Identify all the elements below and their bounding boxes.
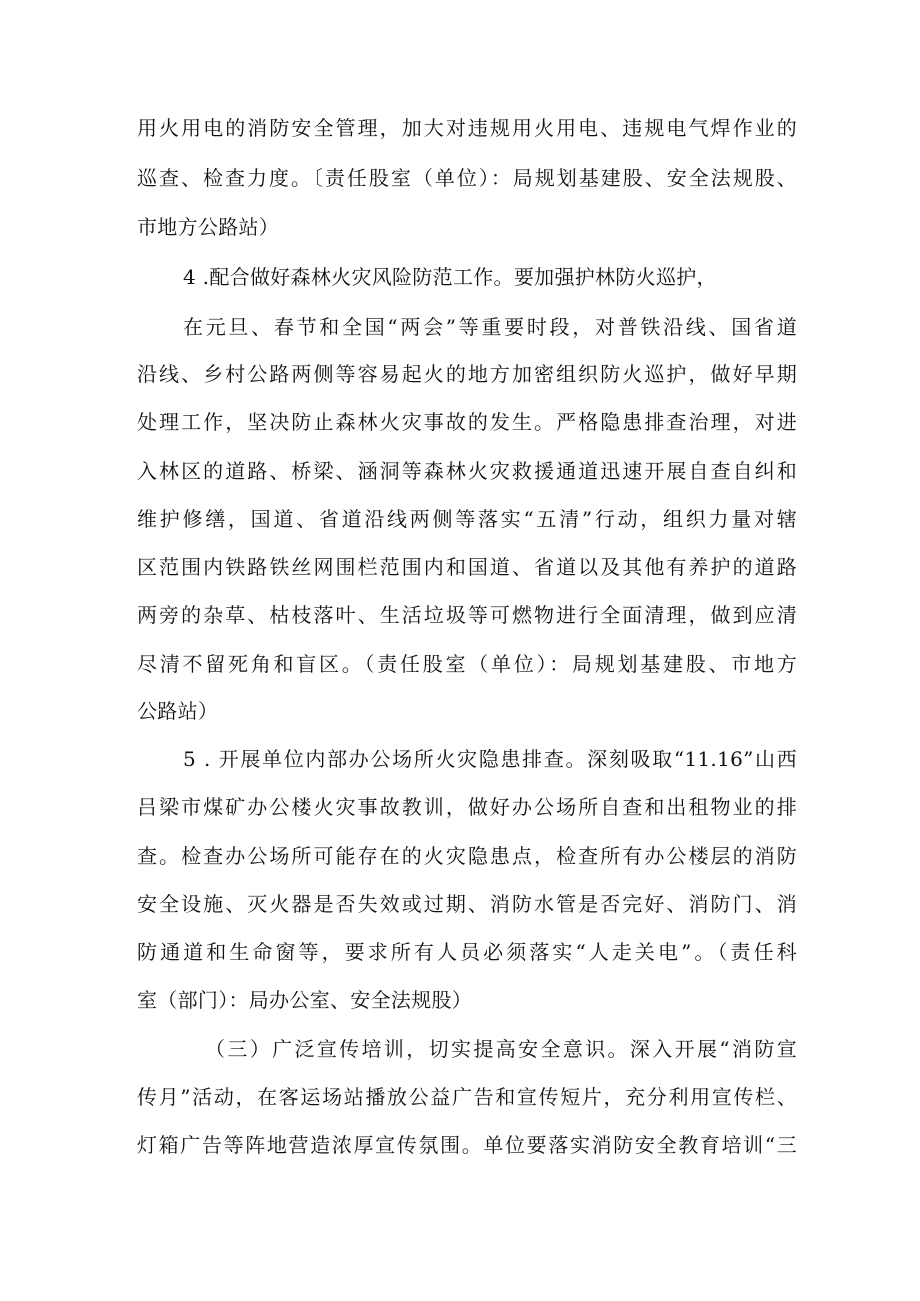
text-line: 两旁的杂草、枯枝落叶、生活垃圾等可燃物进行全面清理，做到应清 (137, 603, 797, 627)
text-line: 安全设施、灭火器是否失效或过期、消防水管是否完好、消防门、消 (137, 892, 797, 916)
text-line: 防通道和生命窗等，要求所有人员必须落实“人走关电”。（责任科 (137, 940, 797, 964)
text-line: 室（部门）：局办公室、安全法规股） (137, 988, 473, 1012)
section-3-heading: （三）广泛宣传培训，切实提高安全意识。深入开展“消防宣 (205, 1037, 797, 1061)
text-line: 灯箱广告等阵地营造浓厚宣传氛围。单位要落实消防安全教育培训“三 (137, 1133, 797, 1157)
text-line: 用火用电的消防安全管理，加大对违规用火用电、违规电气焊作业的 (137, 116, 797, 140)
text-line: 吕梁市煤矿办公楼火灾事故教训，做好办公场所自查和出租物业的排 (137, 795, 797, 819)
text-line: 尽清不留死角和盲区。（责任股室（单位）：局规划基建股、市地方 (137, 652, 797, 676)
text-line: 维护修缮，国道、省道沿线两侧等落实“五清”行动，组织力量对辖 (137, 507, 797, 531)
text-line: 公路站） (137, 699, 219, 723)
text-line: 区范围内铁路铁丝网围栏范围内和国道、省道以及其他有养护的道路 (137, 555, 797, 579)
item-4-heading: 4 .配合做好森林火灾风险防范工作。要加强护林防火巡护， (183, 265, 717, 289)
text-line: 传月”活动，在客运场站播放公益广告和宣传短片，充分利用宣传栏、 (137, 1085, 797, 1109)
text-line: 在元旦、春节和全国“两会”等重要时段，对普铁沿线、国省道 (183, 315, 797, 339)
text-line: 市地方公路站） (137, 215, 280, 239)
item-5-heading: 5 . 开展单位内部办公场所火灾隐患排查。深刻吸取“11.16”山西 (183, 747, 797, 771)
text-line: 查。检查办公场所可能存在的火灾隐患点，检查所有办公楼层的消防 (137, 844, 797, 868)
text-line: 入林区的道路、桥梁、涵洞等森林火灾救援通道迅速开展自查自纠和 (137, 459, 797, 483)
text-line: 处理工作，坚决防止森林火灾事故的发生。严格隐患排查治理，对进 (137, 410, 797, 434)
text-line: 沿线、乡村公路两侧等容易起火的地方加密组织防火巡护，做好早期 (137, 362, 797, 386)
text-line: 巡查、检查力度。〔责任股室（单位）：局规划基建股、安全法规股、 (137, 166, 797, 190)
